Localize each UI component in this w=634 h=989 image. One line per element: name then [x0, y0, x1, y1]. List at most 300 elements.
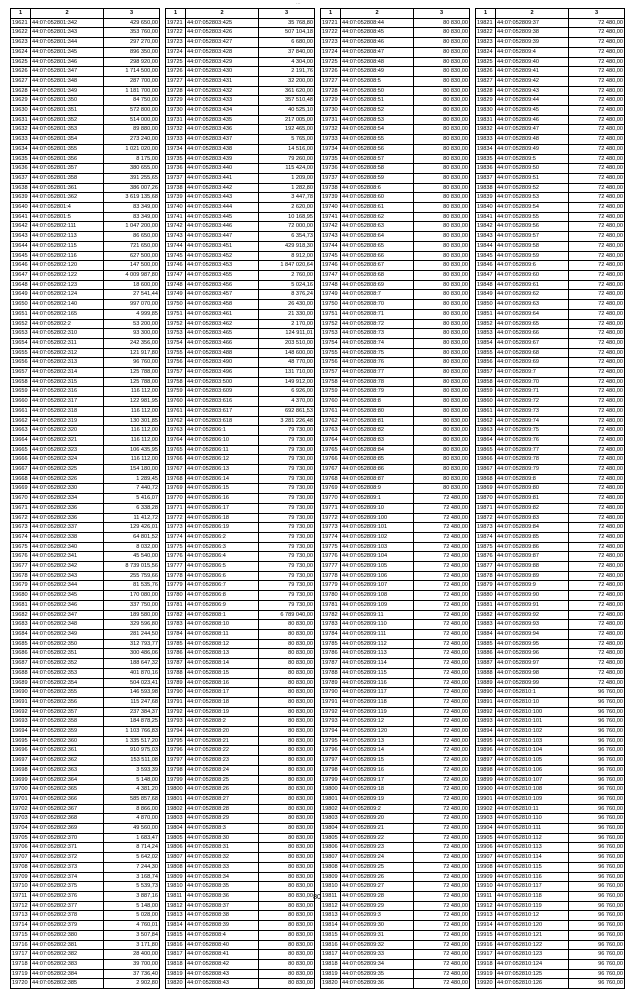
table-row	[166, 125, 315, 135]
cadastral-number: 44:07:052806:12	[186, 455, 259, 465]
cadastral-value: 72 480,00	[414, 697, 470, 707]
cadastral-number: 44:07:052802:310	[31, 329, 104, 339]
row-number: 19742	[321, 222, 341, 232]
cadastral-value: 72 480,00	[569, 639, 625, 649]
cadastral-number: 44:07:052809:89	[496, 571, 569, 581]
cadastral-number: 44:07:052809:58	[496, 241, 569, 251]
cadastral-value: 217 005,00	[259, 115, 315, 125]
row-number: 19782	[166, 610, 186, 620]
table-row	[476, 338, 625, 348]
row-number: 19723	[166, 38, 186, 48]
cadastral-value: 357 510,48	[259, 96, 315, 106]
table-row	[166, 455, 315, 465]
cadastral-number: 44:07:052808:45	[341, 28, 414, 38]
cadastral-value: 4 870,00	[104, 814, 160, 824]
table-row	[11, 717, 160, 727]
table-row	[476, 261, 625, 271]
table-row	[321, 610, 470, 620]
cadastral-number: 44:07:052809:118	[341, 697, 414, 707]
cadastral-value: 80 830,00	[259, 630, 315, 640]
row-number: 19820	[166, 979, 186, 989]
row-number: 19832	[476, 125, 496, 135]
cadastral-value: 72 480,00	[569, 261, 625, 271]
table-row	[11, 833, 160, 843]
cadastral-number: 44:07:052808:46	[341, 38, 414, 48]
row-number: 19783	[166, 620, 186, 630]
row-number: 19755	[321, 348, 341, 358]
cadastral-value: 72 480,00	[569, 387, 625, 397]
cadastral-value: 80 830,00	[259, 979, 315, 989]
row-number: 19754	[166, 338, 186, 348]
cadastral-number: 44:07:052809:16	[341, 765, 414, 775]
row-number: 19707	[11, 853, 31, 863]
row-number: 19917	[476, 950, 496, 960]
cadastral-value: 2 170,00	[259, 319, 315, 329]
cadastral-value: 3 281 226,48	[259, 416, 315, 426]
cadastral-number: 44:07:052803:443	[186, 193, 259, 203]
row-number: 19870	[476, 494, 496, 504]
cadastral-value: 4 760,01	[104, 921, 160, 931]
cadastral-value: 64 801,52	[104, 532, 160, 542]
row-number: 19798	[321, 765, 341, 775]
table-row	[11, 406, 160, 416]
page-number: 80	[313, 894, 321, 901]
table-row	[321, 911, 470, 921]
table-row	[321, 115, 470, 125]
cadastral-number: 44:07:052809:71	[496, 387, 569, 397]
cadastral-number: 44:07:052809:76	[496, 435, 569, 445]
row-number: 19701	[11, 794, 31, 804]
cadastral-number: 44:07:052806:5	[186, 562, 259, 572]
table-row	[11, 212, 160, 222]
cadastral-number: 44:07:052802:345	[31, 591, 104, 601]
table-row	[11, 397, 160, 407]
table-row	[11, 969, 160, 979]
table-row	[476, 232, 625, 242]
cadastral-value: 96 760,00	[569, 901, 625, 911]
cadastral-number: 44:07:052809:106	[341, 571, 414, 581]
row-number: 19907	[476, 853, 496, 863]
row-number: 19773	[166, 523, 186, 533]
table-row	[166, 280, 315, 290]
cadastral-value: 96 760,00	[569, 921, 625, 931]
row-number: 19735	[321, 154, 341, 164]
cadastral-number: 44:07:052808:86	[341, 465, 414, 475]
row-number: 19771	[321, 503, 341, 513]
cadastral-value: 72 480,00	[569, 445, 625, 455]
cadastral-value: 72 480,00	[414, 843, 470, 853]
table-row	[476, 106, 625, 116]
cadastral-number: 44:07:052803:466	[186, 338, 259, 348]
cadastral-value: 72 480,00	[414, 833, 470, 843]
row-number: 19863	[476, 426, 496, 436]
cadastral-number: 44:07:052802:369	[31, 824, 104, 834]
cadastral-value: 80 830,00	[414, 377, 470, 387]
cadastral-number: 44:07:052802:113	[31, 232, 104, 242]
cadastral-number: 44:07:052808:75	[341, 348, 414, 358]
cadastral-number: 44:07:052808:57	[341, 154, 414, 164]
table-row	[321, 523, 470, 533]
cadastral-number: 44:07:052802:354	[31, 678, 104, 688]
row-number: 19674	[11, 532, 31, 542]
cadastral-value: 80 830,00	[259, 746, 315, 756]
cadastral-value: 3 447,78	[259, 193, 315, 203]
cadastral-number: 44:07:052809:93	[496, 620, 569, 630]
cadastral-value: 86 650,00	[104, 232, 160, 242]
row-number: 19736	[321, 164, 341, 174]
cadastral-number: 44:07:052802:312	[31, 348, 104, 358]
row-number: 19732	[321, 125, 341, 135]
cadastral-value: 39 700,00	[104, 959, 160, 969]
cadastral-number: 44:07:052808:30	[186, 833, 259, 843]
table-row	[166, 727, 315, 737]
row-number: 19852	[476, 319, 496, 329]
cadastral-value: 896 350,00	[104, 47, 160, 57]
table-row	[11, 581, 160, 591]
cadastral-value: 28 400,00	[104, 950, 160, 960]
table-row	[166, 368, 315, 378]
table-row	[476, 18, 625, 28]
table-row	[11, 600, 160, 610]
row-number: 19693	[11, 717, 31, 727]
cadastral-number: 44:07:052803:440	[186, 164, 259, 174]
row-number: 19785	[321, 639, 341, 649]
cadastral-number: 44:07:052802:346	[31, 600, 104, 610]
table-row	[166, 319, 315, 329]
cadastral-value: 72 480,00	[414, 494, 470, 504]
row-number: 19786	[321, 649, 341, 659]
cadastral-value: 507 104,18	[259, 28, 315, 38]
cadastral-value: 80 830,00	[259, 765, 315, 775]
table-row	[11, 630, 160, 640]
cadastral-number: 44:07:052810:117	[496, 882, 569, 892]
row-number: 19839	[476, 193, 496, 203]
cadastral-value: 79 730,00	[259, 571, 315, 581]
row-number: 19664	[11, 435, 31, 445]
cadastral-number: 44:07:052809:78	[496, 455, 569, 465]
table-row	[11, 853, 160, 863]
row-number: 19641	[11, 212, 31, 222]
table-row	[11, 513, 160, 523]
cadastral-number: 44:07:052809:65	[496, 319, 569, 329]
row-number: 19801	[321, 794, 341, 804]
row-number: 19776	[166, 552, 186, 562]
cadastral-value: 4 999,85	[104, 309, 160, 319]
table-row	[321, 678, 470, 688]
row-number: 19889	[476, 678, 496, 688]
cadastral-number: 44:07:052802:372	[31, 853, 104, 863]
row-number: 19747	[166, 270, 186, 280]
row-number: 19737	[321, 173, 341, 183]
cadastral-number: 44:07:052808:68	[341, 270, 414, 280]
cadastral-number: 44:07:052801:355	[31, 144, 104, 154]
cadastral-number: 44:07:052803:490	[186, 358, 259, 368]
cadastral-value: 72 480,00	[569, 649, 625, 659]
cadastral-number: 44:07:052808:87	[341, 474, 414, 484]
table-row	[11, 280, 160, 290]
cadastral-number: 44:07:052809:46	[496, 115, 569, 125]
table-row	[11, 639, 160, 649]
row-number: 19900	[476, 785, 496, 795]
cadastral-value: 273 240,00	[104, 135, 160, 145]
table-row	[321, 154, 470, 164]
row-number: 19881	[476, 600, 496, 610]
cadastral-value: 8 739 015,56	[104, 562, 160, 572]
cadastral-number: 44:07:052803:452	[186, 251, 259, 261]
row-number: 19884	[476, 630, 496, 640]
row-number: 19820	[321, 979, 341, 989]
row-number: 19633	[11, 135, 31, 145]
cadastral-number: 44:07:052803:457	[186, 290, 259, 300]
cadastral-value: 116 112,00	[104, 455, 160, 465]
row-number: 19671	[11, 503, 31, 513]
cadastral-number: 44:07:052809:52	[496, 183, 569, 193]
cadastral-value: 72 480,00	[569, 435, 625, 445]
cadastral-number: 44:07:052809:17	[341, 775, 414, 785]
cadastral-number: 44:07:052809:60	[496, 270, 569, 280]
cadastral-number: 44:07:052810:124	[496, 959, 569, 969]
cadastral-number: 44:07:052808:2	[186, 717, 259, 727]
cadastral-number: 44:07:052802:320	[31, 426, 104, 436]
cadastral-number: 44:07:052808:43	[186, 979, 259, 989]
row-number: 19811	[321, 891, 341, 901]
table-row	[476, 862, 625, 872]
table-row	[476, 144, 625, 154]
row-number: 19770	[166, 494, 186, 504]
row-number: 19817	[321, 950, 341, 960]
register-block-3	[320, 8, 469, 987]
cadastral-value: 72 480,00	[414, 688, 470, 698]
cadastral-number: 44:07:052809:75	[496, 426, 569, 436]
table-row	[166, 513, 315, 523]
table-row	[321, 746, 470, 756]
cadastral-number: 44:07:052803:428	[186, 47, 259, 57]
cadastral-number: 44:07:052809:82	[496, 503, 569, 513]
cadastral-number: 44:07:052809:48	[496, 135, 569, 145]
table-row	[166, 18, 315, 28]
cadastral-number: 44:07:052801:350	[31, 96, 104, 106]
row-number: 19651	[11, 309, 31, 319]
cadastral-value: 32 200,00	[259, 76, 315, 86]
row-number: 19734	[166, 144, 186, 154]
cadastral-value: 80 830,00	[414, 106, 470, 116]
table-row	[166, 484, 315, 494]
row-number: 19726	[166, 67, 186, 77]
cadastral-number: 44:07:052809:2	[341, 804, 414, 814]
cadastral-value: 8 376,24	[259, 290, 315, 300]
cadastral-number: 44:07:052809:54	[496, 203, 569, 213]
cadastral-number: 44:07:052803:442	[186, 183, 259, 193]
cadastral-value: 80 830,00	[259, 911, 315, 921]
cadastral-value: 72 480,00	[414, 882, 470, 892]
row-number: 19908	[476, 862, 496, 872]
row-number: 19728	[166, 86, 186, 96]
cadastral-value: 4 381,20	[104, 785, 160, 795]
cadastral-value: 80 830,00	[259, 824, 315, 834]
cadastral-number: 44:07:052801:4	[31, 203, 104, 213]
cadastral-number: 44:07:052802:364	[31, 775, 104, 785]
cadastral-number: 44:07:052810:104	[496, 746, 569, 756]
table-row	[166, 862, 315, 872]
cadastral-number: 44:07:052809:108	[341, 591, 414, 601]
cadastral-number: 44:07:052808:79	[341, 387, 414, 397]
table-row	[166, 232, 315, 242]
table-row	[321, 930, 470, 940]
cadastral-value: 80 830,00	[414, 368, 470, 378]
cadastral-value: 72 480,00	[569, 630, 625, 640]
row-number: 19897	[476, 756, 496, 766]
cadastral-value: 8 866,00	[104, 804, 160, 814]
cadastral-number: 44:07:052806:14	[186, 474, 259, 484]
cadastral-value: 72 480,00	[569, 203, 625, 213]
table-row	[166, 144, 315, 154]
row-number: 19692	[11, 707, 31, 717]
table-row	[166, 717, 315, 727]
cadastral-number: 44:07:052802:347	[31, 610, 104, 620]
table-row	[166, 814, 315, 824]
cadastral-number: 44:07:052809:32	[341, 940, 414, 950]
cadastral-number: 44:07:052801:342	[31, 18, 104, 28]
table-row	[476, 445, 625, 455]
cadastral-number: 44:07:052809:57	[496, 232, 569, 242]
cadastral-value: 96 760,00	[569, 911, 625, 921]
cadastral-number: 44:07:052809:69	[496, 358, 569, 368]
row-number: 19778	[166, 571, 186, 581]
cadastral-value: 72 480,00	[569, 241, 625, 251]
cadastral-number: 44:07:052809:9	[496, 581, 569, 591]
cadastral-value: 1 209,00	[259, 173, 315, 183]
table-row	[11, 872, 160, 882]
table-row	[11, 426, 160, 436]
table-row	[166, 406, 315, 416]
table-row	[476, 377, 625, 387]
row-number: 19794	[166, 727, 186, 737]
cadastral-value: 96 760,00	[569, 824, 625, 834]
cadastral-number: 44:07:052808:18	[186, 697, 259, 707]
table-row	[321, 620, 470, 630]
table-row	[476, 455, 625, 465]
cadastral-value: 72 480,00	[414, 736, 470, 746]
table-row	[321, 435, 470, 445]
table-row	[321, 387, 470, 397]
row-number: 19836	[476, 164, 496, 174]
cadastral-number: 44:07:052809:12	[341, 717, 414, 727]
cadastral-value: 37 840,00	[259, 47, 315, 57]
row-number: 19757	[166, 368, 186, 378]
cadastral-number: 44:07:052809:43	[496, 86, 569, 96]
cadastral-number: 44:07:052810:105	[496, 756, 569, 766]
table-row	[11, 843, 160, 853]
table-row	[11, 494, 160, 504]
cadastral-number: 44:07:052810:115	[496, 862, 569, 872]
row-number: 19728	[321, 86, 341, 96]
cadastral-number: 44:07:052808:61	[341, 203, 414, 213]
cadastral-value: 72 480,00	[569, 193, 625, 203]
cadastral-number: 44:07:052802:373	[31, 862, 104, 872]
row-number: 19769	[321, 484, 341, 494]
cadastral-value: 80 830,00	[259, 688, 315, 698]
cadastral-value: 18 600,00	[104, 280, 160, 290]
cadastral-value: 72 480,00	[569, 309, 625, 319]
table-header-row	[476, 9, 625, 19]
cadastral-number: 44:07:052808:5	[341, 76, 414, 86]
row-number: 19696	[11, 746, 31, 756]
table-row	[321, 659, 470, 669]
cadastral-value: 124 911,01	[259, 329, 315, 339]
cadastral-number: 44:07:052808:10	[186, 620, 259, 630]
cadastral-value: 72 480,00	[569, 659, 625, 669]
table-row	[321, 736, 470, 746]
cadastral-number: 44:07:052801:344	[31, 38, 104, 48]
row-number: 19699	[11, 775, 31, 785]
table-row	[476, 620, 625, 630]
table-row	[321, 203, 470, 213]
cadastral-number: 44:07:052809:70	[496, 377, 569, 387]
cadastral-value: 80 830,00	[259, 940, 315, 950]
row-number: 19735	[166, 154, 186, 164]
cadastral-value: 72 480,00	[414, 620, 470, 630]
row-number: 19739	[321, 193, 341, 203]
row-number: 19663	[11, 426, 31, 436]
header-smudge: ...	[296, 0, 301, 6]
cadastral-value: 115 424,00	[259, 164, 315, 174]
table-row	[476, 959, 625, 969]
table-row	[166, 697, 315, 707]
cadastral-value: 80 830,00	[414, 290, 470, 300]
cadastral-value: 72 480,00	[414, 552, 470, 562]
table-row	[476, 290, 625, 300]
cadastral-value: 149 912,00	[259, 377, 315, 387]
cadastral-value: 72 480,00	[414, 950, 470, 960]
table-row	[321, 173, 470, 183]
cadastral-number: 44:07:052809:68	[496, 348, 569, 358]
row-number: 19737	[166, 173, 186, 183]
cadastral-value: 83 349,00	[104, 212, 160, 222]
table-row	[166, 203, 315, 213]
row-number: 19650	[11, 300, 31, 310]
row-number: 19795	[321, 736, 341, 746]
cadastral-number: 44:07:052802:376	[31, 891, 104, 901]
cadastral-value: 72 480,00	[569, 416, 625, 426]
table-row	[476, 600, 625, 610]
table-row	[321, 843, 470, 853]
cadastral-value: 79 730,00	[259, 484, 315, 494]
cadastral-value: 72 480,00	[569, 581, 625, 591]
row-number: 19714	[11, 921, 31, 931]
cadastral-number: 44:07:052802:123	[31, 280, 104, 290]
row-number: 19736	[166, 164, 186, 174]
cadastral-value: 80 830,00	[414, 57, 470, 67]
table-row	[11, 416, 160, 426]
row-number: 19807	[166, 853, 186, 863]
cadastral-number: 44:07:052801:352	[31, 115, 104, 125]
cadastral-number: 44:07:052809:27	[341, 882, 414, 892]
cadastral-value: 386 007,26	[104, 183, 160, 193]
row-number: 19630	[11, 106, 31, 116]
table-row	[321, 921, 470, 931]
table-row	[11, 668, 160, 678]
table-row	[11, 329, 160, 339]
table-row	[321, 542, 470, 552]
cadastral-number: 44:07:052810:106	[496, 765, 569, 775]
cadastral-value: 72 480,00	[569, 319, 625, 329]
cadastral-number: 44:07:052809:39	[496, 38, 569, 48]
row-number: 19914	[476, 921, 496, 931]
row-number: 19659	[11, 387, 31, 397]
table-row	[476, 503, 625, 513]
row-number: 19805	[321, 833, 341, 843]
cadastral-number: 44:07:052808:21	[186, 736, 259, 746]
